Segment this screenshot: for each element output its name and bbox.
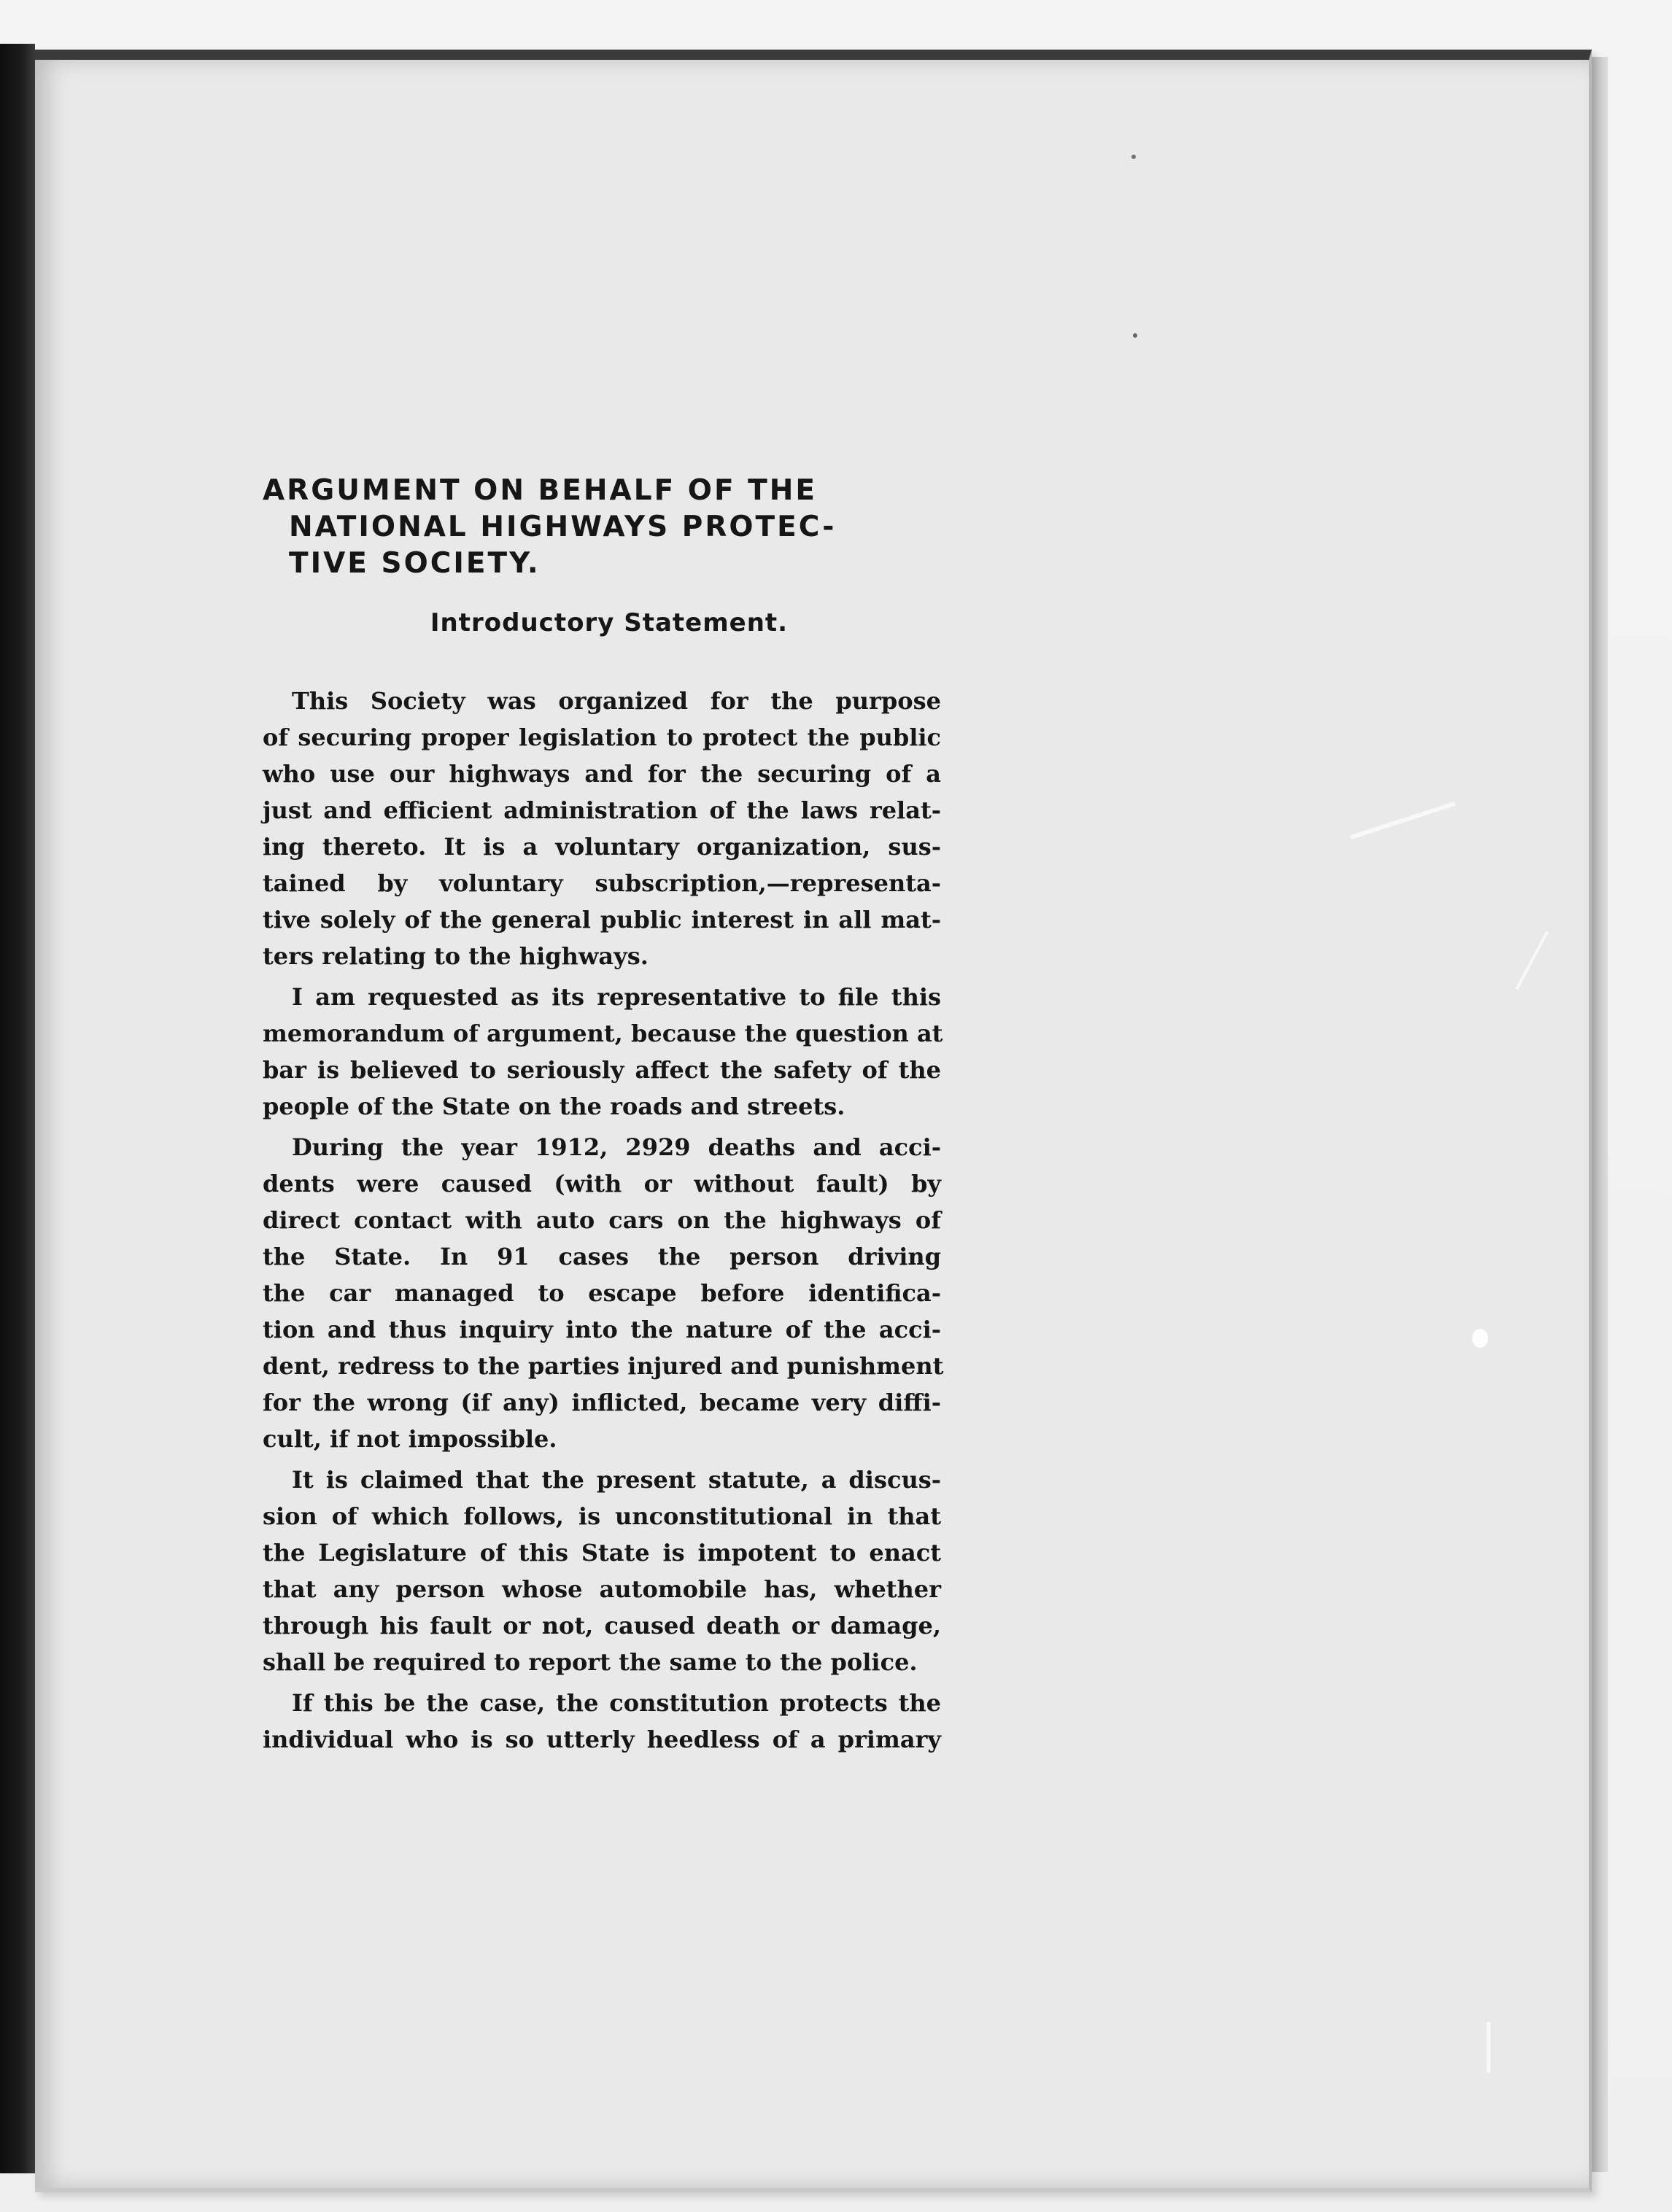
text-line: individual who is so utterly heedless of a primary bbox=[263, 1726, 941, 1753]
text-line: This Society was organized for the purpose bbox=[292, 687, 941, 715]
text-line: It is claimed that the present statute, a discus- bbox=[292, 1466, 941, 1494]
text-line: dent, redress to the parties injured and punishment bbox=[263, 1352, 944, 1380]
dust-speck bbox=[1133, 333, 1137, 338]
paragraph-consequence bbox=[263, 1685, 941, 1758]
paragraph-claim bbox=[263, 1462, 941, 1680]
text-line: I am requested as its representative to file this bbox=[292, 983, 941, 1011]
text-line: dents were caused (with or without fault) by bbox=[263, 1170, 941, 1198]
text-line: tained by voluntary subscription,—representa- bbox=[263, 869, 941, 897]
text-line: sion of which follows, is unconstitutional in that bbox=[263, 1502, 941, 1530]
text-line: ters relating to the highways. bbox=[263, 942, 649, 970]
document-text-block bbox=[263, 473, 944, 1762]
text-line: tion and thus inquiry into the nature of the acci- bbox=[263, 1316, 941, 1343]
heading-line: TIVE SOCIETY. bbox=[289, 547, 541, 580]
text-line: ing thereto. It is a voluntary organization, sus- bbox=[263, 833, 941, 861]
text-line: shall be required to report the same to the police. bbox=[263, 1648, 918, 1676]
text-line: memorandum of argument, because the question at bbox=[263, 1020, 943, 1047]
page-edge bbox=[1592, 57, 1608, 2172]
paragraph-request bbox=[263, 979, 941, 1125]
text-line: bar is believed to seriously affect the safety of the bbox=[263, 1056, 941, 1084]
section-subheading: Introductory Statement. bbox=[430, 608, 789, 637]
text-line: direct contact with auto cars on the highways of bbox=[263, 1206, 941, 1234]
heading-line: NATIONAL HIGHWAYS PROTEC- bbox=[289, 511, 837, 543]
dust-speck bbox=[1472, 1329, 1488, 1348]
text-line: the State. In 91 cases the person driving bbox=[263, 1243, 941, 1270]
document-heading bbox=[263, 473, 941, 582]
text-line: just and efficient administration of the laws relat- bbox=[263, 796, 941, 824]
text-line: that any person whose automobile has, whether bbox=[263, 1575, 941, 1603]
text-line: cult, if not impossible. bbox=[263, 1425, 557, 1453]
body-text bbox=[263, 683, 944, 1758]
text-line: the car managed to escape before identifica- bbox=[263, 1279, 941, 1307]
text-line: tive solely of the general public interest in all mat- bbox=[263, 906, 941, 934]
scratch-mark bbox=[1515, 931, 1549, 990]
text-line: who use our highways and for the securing of a bbox=[263, 760, 941, 788]
dust-speck bbox=[1131, 155, 1136, 159]
text-line: people of the State on the roads and streets. bbox=[263, 1093, 845, 1120]
book-binding bbox=[0, 44, 35, 2173]
scratch-mark bbox=[1350, 802, 1456, 839]
text-line: If this be the case, the constitution protects the bbox=[292, 1689, 941, 1717]
heading-line: ARGUMENT ON BEHALF OF THE bbox=[263, 474, 818, 507]
text-line: of securing proper legislation to protect the public bbox=[263, 723, 941, 751]
text-line: for the wrong (if any) inflicted, became very diffi- bbox=[263, 1389, 941, 1416]
text-line: the Legislature of this State is impotent to enact bbox=[263, 1539, 941, 1567]
text-line: During the year 1912, 2929 deaths and acci- bbox=[292, 1133, 941, 1161]
scratch-mark bbox=[1487, 2022, 1490, 2073]
paragraph-organization bbox=[263, 683, 941, 974]
text-line: through his fault or not, caused death or damage, bbox=[263, 1612, 941, 1639]
paragraph-statistics bbox=[263, 1129, 944, 1457]
